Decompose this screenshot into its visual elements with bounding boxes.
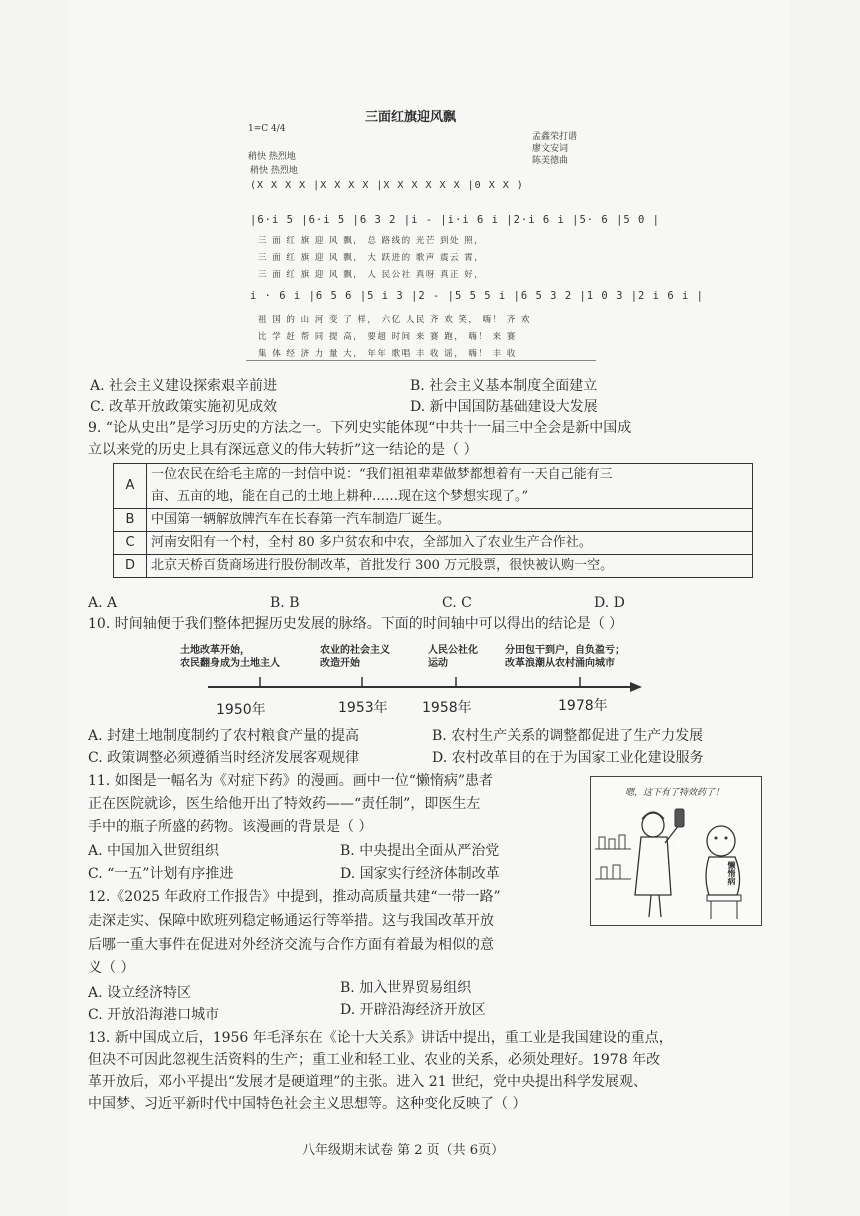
q12-stem: 走深走实、保障中欧班列稳定畅通运行等举措。这与我国改革开放 <box>88 913 494 929</box>
table-row <box>114 555 753 578</box>
q12-option-c[interactable]: C. 开放沿海港口城市 <box>88 1007 220 1023</box>
row-text: 北京天桥百货商场进行股份制改革，首批发行 300 万元股票，很快被认购一空。 <box>147 555 753 578</box>
q9-option-d[interactable]: D. D <box>594 595 625 611</box>
song-credit: 廖文安词 <box>532 144 569 154</box>
q9-option-c[interactable]: C. C <box>442 595 472 611</box>
timeline-year: 1958年 <box>422 700 472 716</box>
q9-table <box>113 463 753 578</box>
q10-option-c[interactable]: C. 政策调整必须遵循当时经济发展客观规律 <box>88 750 360 766</box>
q13-stem: 革开放后，邓小平提出“发展才是硬道理”的主张。进入 21 世纪，党中央提出科学发展观、 <box>88 1074 648 1090</box>
q12-stem: 后哪一重大事件在促进对外经济交流与合作方面有着最为相似的意 <box>88 937 494 953</box>
q8-option-a[interactable]: A. 社会主义建设探索艰辛前进 <box>90 378 278 394</box>
song-lyric: 三 面 红 旗 迎 风 飘， 大 跃进的 歌声 震云 霄， <box>258 253 485 263</box>
cartoon-caption: 嗯，这下有了特效药了！ <box>625 788 725 798</box>
cartoon-drawing <box>591 777 761 925</box>
song-staff-line: |6·i 5 |6·i 5 |6 3 2 |i - |i·i 6 i |2·i 6 i |5· 6 |5 0 | <box>250 214 661 226</box>
page-footer: 八年级期末试卷 第 2 页（共 6页） <box>302 1143 505 1158</box>
timeline-year: 1953年 <box>338 700 388 716</box>
q8-option-b[interactable]: B. 社会主义基本制度全面建立 <box>410 378 598 394</box>
q11-option-b[interactable]: B. 中央提出全面从严治党 <box>340 843 500 859</box>
timeline <box>160 643 720 723</box>
timeline-event-label: 农业的社会主义 改造开始 <box>320 645 390 669</box>
timeline-event-label: 人民公社化 运动 <box>428 645 478 669</box>
timeline-event-label: 土地改革开始， 农民翻身成为土地主人 <box>180 645 280 669</box>
q13-stem: 中国梦、习近平新时代中国特色社会主义思想等。这种变化反映了（ ） <box>88 1096 527 1112</box>
timeline-event-label: 分田包干到户，自负盈亏； 改革浪潮从农村涌向城市 <box>505 645 625 669</box>
row-text: 中国第一辆解放牌汽车在长春第一汽车制造厂诞生。 <box>147 509 753 532</box>
song-lyric: 集 体 经 济 力 量 大， 年年 歌唱 丰 收 谣， 嗨！ 丰 收 <box>258 349 517 359</box>
q12-stem: 12.《2025 年政府工作报告》中提到，推动高质量共建“一带一路” <box>88 889 501 905</box>
song-staff-line: i · 6 i |6 5 6 |5 i 3 |2 - |5 5 5 i |6 5 3 2 |1 0 3 |2 i 6 i | <box>250 290 704 302</box>
q8-option-d[interactable]: D. 新中国国防基础建设大发展 <box>410 399 598 415</box>
row-label: A <box>114 464 147 509</box>
song-tempo: 稍快 热烈地 <box>248 152 296 162</box>
table-row <box>114 509 753 532</box>
q10-option-b[interactable]: B. 农村生产关系的调整都促进了生产力发展 <box>432 728 704 744</box>
song-lyric: 三 面 红 旗 迎 风 飘， 人 民公社 真呀 真正 好， <box>258 270 485 280</box>
q12-stem: 义（ ） <box>88 960 135 976</box>
row-text: 一位农民在给毛主席的一封信中说：“我们祖祖辈辈做梦都想着有一天自己能有三 亩、五亩的地，能在自己的土地上耕种……现在这个梦想实现了。” <box>147 464 753 509</box>
q9-stem: 9. “论从史出”是学习历史的方法之一。下列史实能体现“中共十一届三中全会是新中国成 <box>88 420 632 436</box>
song-lyric: 祖 国 的 山 河 变 了 样， 六亿 人民 齐 欢 笑， 嗨！ 齐 欢 <box>258 315 532 325</box>
q11-stem: 11. 如图是一幅名为《对症下药》的漫画。画中一位“懒惰病”患者 <box>88 773 494 789</box>
song-lyric: 比 学 赶 帮 同 提 高， 要超 时间 来 赛 跑， 嗨！ 来 赛 <box>258 332 517 342</box>
song-lyric: 三 面 红 旗 迎 风 飘， 总 路线的 光芒 到处 照， <box>258 236 485 246</box>
row-label: C <box>114 532 147 555</box>
q11-stem: 手中的瓶子所盛的药物。该漫画的背景是（ ） <box>88 819 373 835</box>
table-row <box>114 532 753 555</box>
q10-option-d[interactable]: D. 农村改革目的在于为国家工业化建设服务 <box>432 750 704 766</box>
q11-stem: 正在医院就诊，医生给他开出了特效药——“责任制”，即医生左 <box>88 796 481 812</box>
q11-option-d[interactable]: D. 国家实行经济体制改革 <box>340 866 500 882</box>
table-row <box>114 464 753 509</box>
q11-option-a[interactable]: A. 中国加入世贸组织 <box>88 843 220 859</box>
row-label: D <box>114 555 147 578</box>
song-credit: 孟鑫荣打谱 <box>532 132 578 142</box>
q11-option-c[interactable]: C. “一五”计划有序推进 <box>88 866 234 882</box>
q12-option-d[interactable]: D. 开辟沿海经济开放区 <box>340 1002 486 1018</box>
song-key: 1=C 4/4 <box>248 124 286 134</box>
row-label: B <box>114 509 147 532</box>
timeline-year: 1978年 <box>558 698 608 714</box>
q12-option-a[interactable]: A. 设立经济特区 <box>88 985 192 1001</box>
cartoon-patient-label: 懒惰病 <box>727 861 737 885</box>
timeline-year: 1950年 <box>216 702 266 718</box>
q13-stem: 13. 新中国成立后，1956 年毛泽东在《论十大关系》讲话中提出，重工业是我国建设的重点， <box>88 1030 673 1046</box>
song-credit: 陈美德曲 <box>532 156 569 166</box>
q9-option-a[interactable]: A. A <box>88 595 118 611</box>
song-tempo-2: 稍快 热烈地 <box>250 166 298 176</box>
cartoon-illustration <box>590 776 762 926</box>
q9-option-b[interactable]: B. B <box>270 595 300 611</box>
song-rhythm-line: (X X X X |X X X X |X X X X X X |0 X X ) <box>250 180 524 191</box>
q12-option-b[interactable]: B. 加入世界贸易组织 <box>340 980 472 996</box>
row-text: 河南安阳有一个村，全村 80 多户贫农和中农，全部加入了农业生产合作社。 <box>147 532 753 555</box>
q13-stem: 但决不可因此忽视生活资料的生产；重工业和轻工业、农业的关系，必须处理好。1978 年改 <box>88 1052 661 1068</box>
q9-stem: 立以来党的历史上具有深远意义的伟大转折”这一结论的是（ ） <box>88 442 478 458</box>
q10-stem: 10. 时间轴便于我们整体把握历史发展的脉络。下面的时间轴中可以得出的结论是（ ） <box>88 616 624 632</box>
q8-option-c[interactable]: C. 改革开放政策实施初见成效 <box>90 399 278 415</box>
song-title: 三面红旗迎风飘 <box>365 110 457 125</box>
cartoon-bottle-label: 责任制 <box>674 829 681 847</box>
q10-option-a[interactable]: A. 封建土地制度制约了农村粮食产量的提高 <box>88 728 360 744</box>
